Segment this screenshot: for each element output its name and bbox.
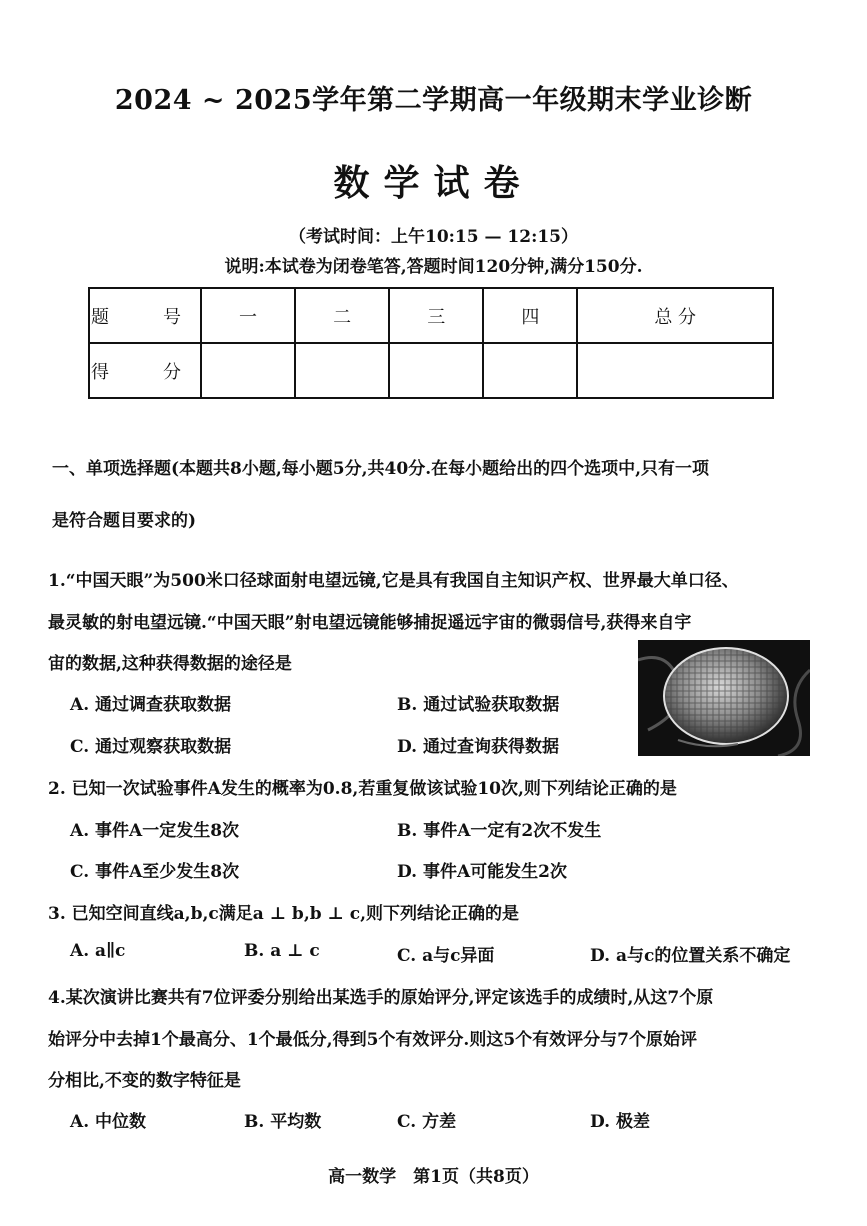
question-1-option-b: B. 通过试验获取数据 (397, 695, 560, 715)
score-cell (201, 343, 295, 398)
question-2-line1: 2. 已知一次试验事件A发生的概率为0.8,若重复做该试验10次,则下列结论正确的是 (48, 779, 677, 799)
question-1-line1: 1.“中国天眼”为500米口径球面射电望远镜,它是具有我国自主知识产权、世界最大单口径、 (48, 571, 739, 591)
exam-note: 说明:本试卷为闭卷笔答,答题时间120分钟,满分150分. (224, 257, 643, 277)
score-cell (577, 343, 773, 398)
score-cell: 四 (483, 288, 577, 343)
question-4-line1: 4.某次演讲比赛共有7位评委分别给出某选手的原始评分,评定该选手的成绩时,从这7个原 (48, 988, 714, 1008)
question-4-option-b: B. 平均数 (244, 1112, 322, 1132)
question-3-option-c: C. a与c异面 (397, 946, 495, 966)
score-table (88, 287, 774, 399)
telescope-image (638, 640, 810, 756)
score-cell: 题 号 (89, 288, 201, 343)
score-table-header-row (89, 288, 773, 343)
question-4-option-c: C. 方差 (397, 1112, 457, 1132)
section-heading-line1: 一、单项选择题(本题共8小题,每小题5分,共40分.在每小题给出的四个选项中,只有一项 (52, 459, 710, 479)
question-1-option-c: C. 通过观察获取数据 (70, 737, 232, 757)
question-4-line3: 分相比,不变的数字特征是 (48, 1071, 241, 1091)
question-4-option-a: A. 中位数 (70, 1112, 147, 1132)
score-cell: 三 (389, 288, 483, 343)
score-cell: 一 (201, 288, 295, 343)
exam-time: （考试时间：上午10:15 — 12:15） (288, 227, 579, 247)
question-2-option-d: D. 事件A可能发生2次 (397, 862, 567, 882)
question-2-option-a: A. 事件A一定发生8次 (70, 821, 240, 841)
score-cell (389, 343, 483, 398)
score-cell (483, 343, 577, 398)
score-table-score-row (89, 343, 773, 398)
subject-title: 数学试卷 (333, 163, 534, 204)
question-3-option-b: B. a ⊥ c (244, 941, 320, 961)
page-footer: 高一数学 第1页（共8页） (328, 1167, 539, 1187)
question-1-option-d: D. 通过查询获得数据 (397, 737, 559, 757)
score-cell: 得 分 (89, 343, 201, 398)
score-cell: 二 (295, 288, 389, 343)
exam-title: 2024 ~ 2025学年第二学期高一年级期末学业诊断 (114, 85, 753, 116)
question-2-option-b: B. 事件A一定有2次不发生 (397, 821, 602, 841)
section-heading-line2: 是符合题目要求的) (52, 511, 197, 531)
question-1-option-a: A. 通过调查获取数据 (70, 695, 232, 715)
question-4-option-d: D. 极差 (590, 1112, 650, 1132)
question-3-option-a: A. a∥c (70, 941, 126, 961)
question-3-line1: 3. 已知空间直线a,b,c满足a ⊥ b,b ⊥ c,则下列结论正确的是 (48, 904, 520, 924)
question-2-option-c: C. 事件A至少发生8次 (70, 862, 240, 882)
question-1-line2: 最灵敏的射电望远镜.“中国天眼”射电望远镜能够捕捉遥远宇宙的微弱信号,获得来自宇 (48, 613, 692, 633)
question-4-line2: 始评分中去掉1个最高分、1个最低分,得到5个有效评分.则这5个有效评分与7个原始评 (48, 1030, 697, 1050)
question-1-line3: 宙的数据,这种获得数据的途径是 (48, 654, 292, 674)
question-3-option-d: D. a与c的位置关系不确定 (590, 946, 791, 966)
score-cell: 总 分 (577, 288, 773, 343)
score-cell (295, 343, 389, 398)
radio-telescope-photo (638, 640, 810, 756)
